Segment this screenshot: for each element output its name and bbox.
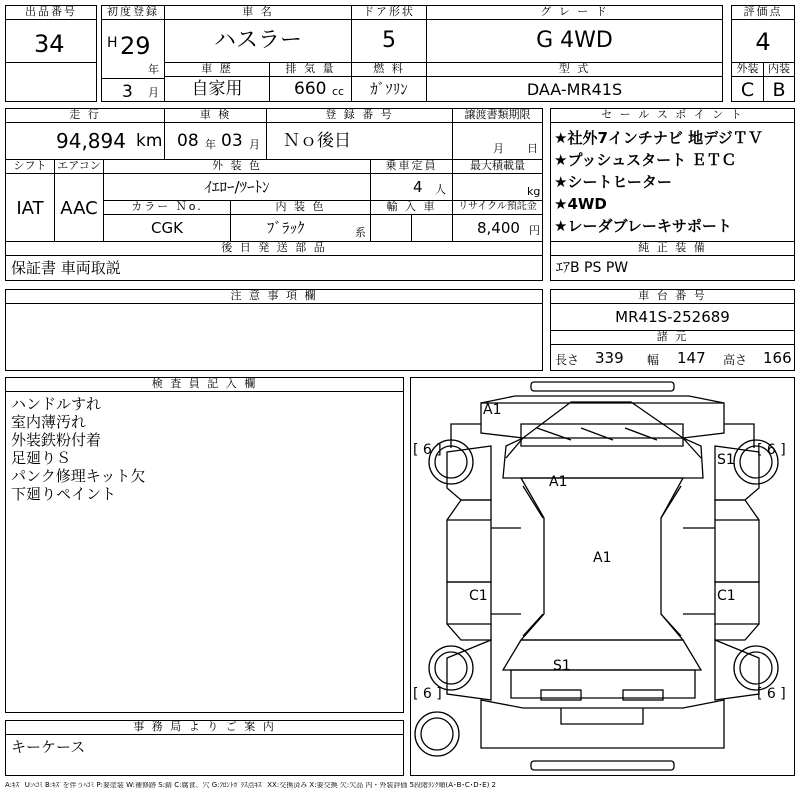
tire-front-left: [ 6 ]: [413, 442, 442, 458]
mileage-unit: km: [136, 131, 163, 151]
inspector-box: [5, 391, 404, 713]
fuel-label: 燃 料: [351, 62, 427, 77]
recycle-unit: 円: [529, 224, 540, 237]
reg-month-unit: 月: [148, 86, 159, 99]
car-name-label: 車 名: [164, 5, 352, 20]
load-unit: kg: [527, 185, 541, 198]
inspection-month: 03: [221, 131, 243, 151]
notes-label: 注 意 事 項 欄: [5, 289, 543, 304]
ac-value: AAC: [60, 198, 98, 219]
dims-label: 諸 元: [550, 330, 795, 345]
transfer-month: 月: [493, 142, 504, 155]
door-label: ドア形状: [351, 5, 427, 20]
transfer-label: 譲渡書類期限: [452, 108, 543, 123]
interior-color-label: 内 装 色: [230, 200, 371, 215]
mark-front-right: S1: [717, 452, 735, 468]
width-label: 幅: [647, 353, 660, 367]
lot-number: 34: [34, 30, 65, 58]
ac-label: エアコン: [54, 159, 104, 174]
later-parts-label: 後 日 発 送 部 品: [5, 241, 543, 256]
grade-label: グ レ ー ド: [426, 5, 723, 20]
plate-label: 登 録 番 号: [266, 108, 453, 123]
mark-left-side: C1: [469, 588, 488, 604]
inspector-line-6: 下廻りペイント: [11, 485, 117, 503]
import-label: 輸 入 車: [370, 200, 453, 215]
displacement-label: 排 気 量: [269, 62, 352, 77]
lot-label: 出品番号: [5, 5, 97, 20]
reg-year-unit: 年: [148, 63, 159, 76]
load-label: 最大積載量: [452, 159, 543, 174]
inspection-label: 車 検: [164, 108, 267, 123]
diagram-outline: [447, 382, 759, 770]
length-label: 長さ: [555, 353, 580, 367]
width-value: 147: [677, 349, 706, 367]
length-value: 339: [595, 349, 624, 367]
mark-hood: A1: [549, 474, 568, 490]
tire-rear-right: [ 6 ]: [757, 686, 786, 702]
sales-point-5: ★レーダブレーキサポート: [554, 217, 732, 235]
sales-point-2: ★プッシュスタート ＥＴＣ: [554, 151, 737, 169]
legend-text: A:ｷｽﾞ U:ﾍｺﾐ B:ｷｽﾞを伴うﾍｺﾐ P:要塗装 W:補修跡 S:錆 C:腐食、穴 G:ﾌﾛﾝﾄｶﾞﾗｽ点ｷｽﾞ XX:交換済み X:要交換 欠:欠品 内・外装評価 5段階ﾗﾝｸ順(A･B･C･D･E) 2: [5, 782, 496, 789]
grade-value: G 4WD: [536, 28, 613, 53]
tire-rear-left: [ 6 ]: [413, 686, 442, 702]
mileage-value: 94,894: [56, 129, 126, 153]
inspector-line-1: ハンドルすれ: [11, 395, 102, 413]
displacement-value: 660: [294, 79, 327, 99]
capacity-label: 乗車定員: [370, 159, 453, 174]
model-value: DAA-MR41S: [526, 80, 623, 99]
office-value: キーケース: [11, 738, 86, 756]
era: H: [107, 35, 118, 51]
inspector-line-2: 室内薄汚れ: [11, 413, 87, 431]
mark-front-bumper: A1: [483, 402, 502, 418]
first-reg-label: 初度登録: [101, 5, 165, 20]
fuel-value: ｶﾞｿﾘﾝ: [370, 80, 408, 98]
int-score: B: [772, 79, 786, 101]
notes-box: [5, 303, 543, 371]
transfer-day: 日: [527, 142, 538, 155]
equipment-label: 純 正 装 備: [550, 241, 795, 256]
score-label: 評価点: [731, 5, 795, 20]
shift-label: シフト: [5, 159, 55, 174]
recycle-value: 8,400: [477, 219, 520, 237]
history-value: 自家用: [191, 79, 243, 99]
door-value: 5: [382, 28, 396, 53]
mark-rear: S1: [553, 658, 571, 674]
inspector-line-3: 外装鉄粉付着: [11, 431, 102, 449]
capacity-value: 4: [413, 178, 423, 196]
reg-month: 3: [122, 82, 133, 102]
office-label: 事 務 局 よ り ご 案 内: [5, 720, 404, 735]
car-name-box: [164, 19, 352, 63]
color-no-value: CGK: [151, 219, 183, 237]
color-value: ｲｴﾛｰ/ﾂｰﾄﾝ: [204, 178, 270, 196]
color-label: 外 装 色: [103, 159, 371, 174]
mark-roof: A1: [593, 550, 612, 566]
mileage-label: 走 行: [5, 108, 165, 123]
model-label: 型 式: [426, 62, 723, 77]
int-label: 内装: [763, 62, 795, 77]
sales-points-label: セ ー ル ス ポ イ ン ト: [550, 108, 795, 123]
history-label: 車 歴: [164, 62, 270, 77]
interior-color-unit: 系: [355, 226, 366, 239]
car-name: ハスラー: [213, 28, 302, 53]
inspector-line-5: パンク修理キット欠: [11, 467, 146, 485]
car-diagram: [410, 377, 795, 776]
chassis-label: 車 台 番 号: [550, 289, 795, 304]
inspector-line-4: 足廻りＳ: [11, 449, 72, 467]
inspection-year-unit: 年: [205, 138, 216, 151]
sales-point-1: ★社外7インチナビ 地デジＴＶ: [554, 129, 763, 147]
plate-value: Ｎｏ後日: [283, 131, 351, 151]
inspection-month-unit: 月: [249, 138, 260, 151]
inspector-label: 検 査 員 記 入 欄: [5, 377, 404, 392]
height-value: 166: [763, 349, 792, 367]
equipment-value: ｴｱB PS PW: [556, 260, 629, 276]
sales-point-4: ★4WD: [554, 195, 607, 213]
inspection-year: 08: [177, 131, 199, 151]
interior-color-value: ﾌﾞﾗｯｸ: [267, 219, 305, 237]
tire-front-right: [ 6 ]: [757, 442, 786, 458]
ext-label: 外装: [731, 62, 764, 77]
reg-year: 29: [120, 32, 151, 60]
import-box: [370, 214, 453, 242]
ext-score: C: [740, 79, 755, 101]
score-value: 4: [755, 28, 771, 56]
first-reg-box: [101, 19, 165, 102]
sales-points-box: [550, 122, 795, 242]
capacity-unit: 人: [435, 183, 446, 196]
mark-right-side: C1: [717, 588, 736, 604]
shift-value: IAT: [16, 198, 44, 219]
color-no-label: カラー Ｎo.: [103, 200, 231, 215]
sales-point-3: ★シートヒーター: [554, 173, 672, 191]
height-label: 高さ: [723, 353, 748, 367]
recycle-label: リサイクル預託金: [452, 200, 543, 215]
lot-box: [5, 19, 97, 102]
later-parts-value: 保証書 車両取説: [11, 259, 121, 277]
displacement-unit: cc: [332, 85, 345, 98]
chassis-value: MR41S-252689: [615, 308, 730, 326]
